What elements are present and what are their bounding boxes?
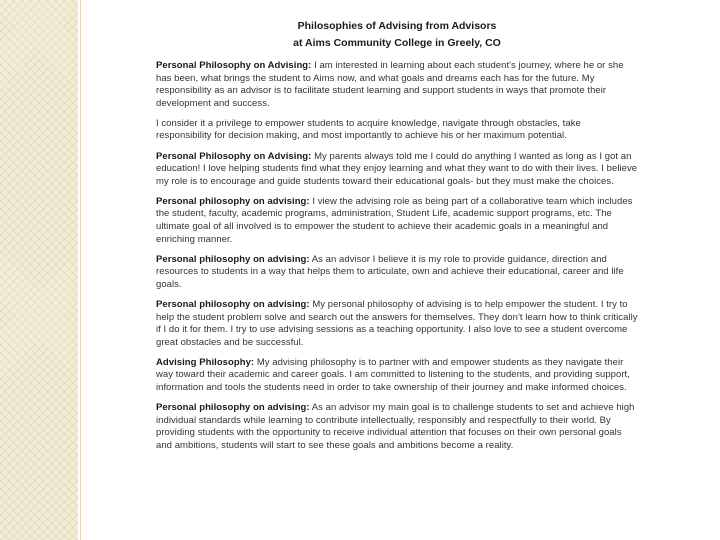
philosophy-paragraph-6 [156,299,638,349]
philosophy-paragraph-3 [156,151,638,189]
paragraph-heading: Advising Philosophy: [156,356,255,368]
paragraph-text: I consider it a privilege to empower students to acquire knowledge, navigate through obstacles, take responsibility for decision making, and most importantly to achieve his or her maximum potential. [156,117,581,142]
paragraph-text: As an advisor I believe it is my role to provide guidance, direction and resources to students in a way that helps them to articulate, own and achieve their educational, career and life goals. [156,253,624,290]
title-line-2: at Aims Community College in Greely, CO [293,37,501,49]
philosophy-paragraph-1 [156,60,638,110]
philosophy-paragraph-8 [156,402,638,452]
paragraph-text: I view the advising role as being part of a collaborative team which includes the student, faculty, academic programs, administration, Student Life, academic support programs, etc. The ultimate goal of all involved is to empower the student to achieve their academic goals in a meaningful and enriching manner. [156,195,633,245]
decorative-side-panel [0,0,78,540]
philosophy-paragraph-4 [156,196,638,246]
paragraph-text: My parents always told me I could do anything I wanted as long as I got an education! I love helping students find what they enjoy learning and what they want to do with their lives. I believe my role is to encourage and guide students toward their educational goals- but they must make the choices. [156,150,638,187]
paragraph-heading: Personal philosophy on advising: [156,253,310,265]
side-panel-border [80,0,81,540]
document-page [156,18,638,540]
philosophy-paragraph-2 [156,118,638,143]
paragraph-text: As an advisor my main goal is to challenge students to set and achieve high individual standards while learning to contribute intellectually, responsibly and respectfully to their world. By providing students with the opportunity to receive individual attention that focuses on their own personal goals and ambitions, students will start to see these goals and ambitions become a reality. [156,402,635,451]
philosophy-paragraph-7 [156,357,638,395]
paragraph-heading: Personal philosophy on advising: [156,195,310,207]
paragraph-text: My personal philosophy of advising is to help empower the student. I try to help the student problem solve and search out the answers for themselves. They don't learn how to think critically if I do it for them. I try to use advising sessions as a teaching opportunity. I also love to see a student overcome great obstacles and be successful. [156,299,638,348]
paragraph-text: My advising philosophy is to partner with and empower students as they navigate their way toward their academic and career goals. I am committed to listening to the students, and providing support, information and tools the students need in order to take ownership of their journey and make informed choices. [156,356,630,394]
document-title [156,18,638,52]
philosophy-paragraph-5 [156,254,638,292]
paragraph-heading: Personal philosophy on advising: [156,299,310,310]
paragraph-heading: Personal philosophy on advising: [156,402,310,414]
paragraph-heading: Personal Philosophy on Advising: [156,60,312,71]
paragraph-heading: Personal Philosophy on Advising: [156,150,312,162]
title-line-1: Philosophies of Advising from Advisors [297,20,497,32]
paragraph-text: I am interested in learning about each student's journey, where he or she has been, what brings the student to Aims now, and what goals and dreams each has for the future. My responsibility as an advisor is to facilitate student learning and support students in ways that promote their development and success. [156,60,624,109]
